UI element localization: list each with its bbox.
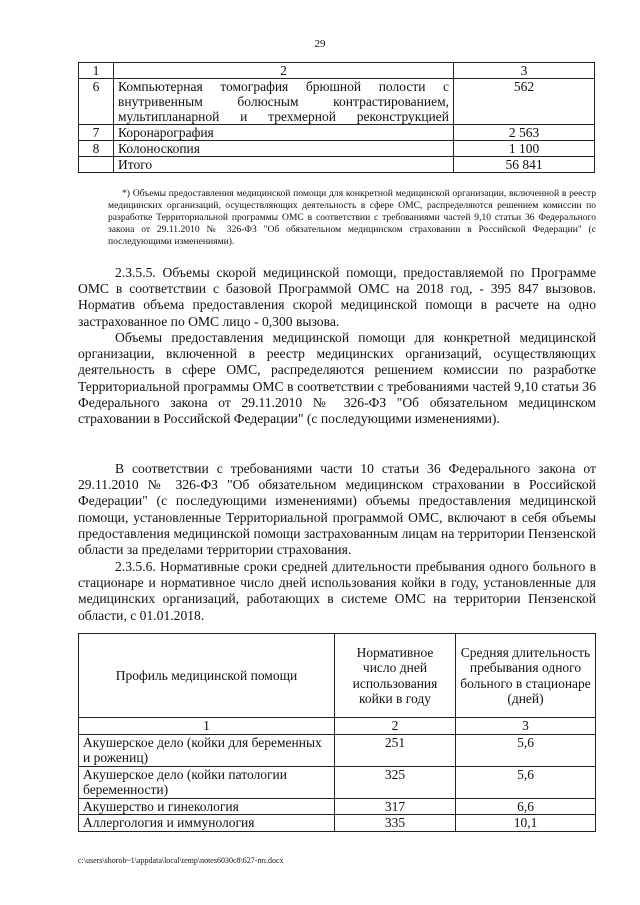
table-row <box>79 766 596 798</box>
row-name: Аллергология и иммунология <box>79 815 335 832</box>
page-number: 29 <box>314 38 326 50</box>
header-avg: Средняя длительность пребывания одного больного в стационаре (дней) <box>456 634 596 718</box>
row-number: 7 <box>79 125 114 141</box>
row-days: 335 <box>335 815 456 832</box>
header-cell: 3 <box>454 63 595 79</box>
footer-file-path: c:\users\shorob~1\appdata\local\temp\notes6030c8\627-пп.docx <box>78 856 284 865</box>
row-name: Акушерство и гинекология <box>79 798 335 815</box>
row-name: Акушерское дело (койки патологии беременности) <box>79 766 335 798</box>
row-days: 251 <box>335 734 456 766</box>
row-name: Колоноскопия <box>114 141 454 157</box>
paragraph-requirements: В соответствии с требованиями части 10 статьи 36 Федерального закона от 29.11.2010 № 326-ФЗ "Об обязательном медицинском страховании в Российской Федерации" (с последующими изменениями) объемы предоставления медицинской помощи, установленные Территориальной программой ОМС, включают в себя объемы предоставления медицинской помощи застрахованным лицам на территории Пензенской области за пределами территории страхования. <box>78 461 596 558</box>
row-avg: 6,6 <box>456 798 596 815</box>
footnote: *) Объемы предоставления медицинской помощи для конкретной медицинской организации, включенной в реестр медицинских организаций, осуществляющих деятельность в сфере ОМС, распределяются решением комиссии по разработке Территориальной программы ОМС в соответствии с требованиями частей 9,10 статьи 36 Федерального закона от 29.11.2010 № 326-ФЗ "Об обязательном медицинском страховании в Российской Федерации" (с последующими изменениями). <box>108 188 596 247</box>
paragraph-norms: 2.3.5.6. Нормативные сроки средней длительности пребывания одного больного в стационаре и нормативное число дней использования койки в году, установленные для медицинских организаций, работающих в системе ОМС на территории Пензенской области, с 01.01.2018. <box>78 559 596 623</box>
table-row <box>79 141 595 157</box>
column-number: 1 <box>79 718 335 735</box>
table-row <box>79 125 595 141</box>
row-name <box>114 79 454 125</box>
row-days: 325 <box>335 766 456 798</box>
bed-days-table <box>78 633 596 832</box>
column-number: 3 <box>456 718 596 735</box>
total-label: Итого <box>114 157 454 173</box>
row-avg: 5,6 <box>456 766 596 798</box>
procedures-volume-table <box>78 62 595 173</box>
row-number <box>79 157 114 173</box>
header-days: Нормативное число дней использования койки в году <box>335 634 456 718</box>
table-row <box>79 734 596 766</box>
row-number: 6 <box>79 79 114 125</box>
table-row <box>79 798 596 815</box>
row-value: 2 563 <box>454 125 595 141</box>
table-header-row <box>79 63 595 79</box>
header-cell: 1 <box>79 63 114 79</box>
row-number: 8 <box>79 141 114 157</box>
table-row <box>79 79 595 125</box>
column-number: 2 <box>335 718 456 735</box>
row-name: Акушерское дело (койки для беременных и рожениц) <box>79 734 335 766</box>
row-name-text: Компьютерная томография брюшной полости с внутривенным болюсным контрастированием, мультипланарной и трехмерной реконструкцией <box>118 79 449 124</box>
row-avg: 5,6 <box>456 734 596 766</box>
total-value: 56 841 <box>454 157 595 173</box>
column-number-row <box>79 718 596 735</box>
row-value: 562 <box>454 79 595 125</box>
paragraph-ambulance-volume: 2.3.5.5. Объемы скорой медицинской помощи, предоставляемой по Программе ОМС в соответствии с базовой Программой ОМС на 2018 год, - 395 847 вызовов. Норматив объема предоставления скорой медицинской помощи в расчете на одно застрахованное по ОМС лицо - 0,300 вызова. <box>78 265 596 329</box>
paragraph-distribution: Объемы предоставления медицинской помощи для конкретной медицинской организации, включенной в реестр медицинских организаций, осуществляющих деятельность в сфере ОМС, распределяются решением комиссии по разработке Территориальной программы ОМС в соответствии с требованиями частей 9,10 статьи 36 Федерального закона от 29.11.2010 № 326-ФЗ "Об обязательном медицинском страховании в Российской Федерации" (с последующими изменениями). <box>78 330 596 427</box>
header-profile: Профиль медицинской помощи <box>79 634 335 718</box>
row-days: 317 <box>335 798 456 815</box>
table-total-row <box>79 157 595 173</box>
header-cell: 2 <box>114 63 454 79</box>
table-header-row <box>79 634 596 718</box>
row-value: 1 100 <box>454 141 595 157</box>
row-name: Коронарография <box>114 125 454 141</box>
row-avg: 10,1 <box>456 815 596 832</box>
table-row <box>79 815 596 832</box>
